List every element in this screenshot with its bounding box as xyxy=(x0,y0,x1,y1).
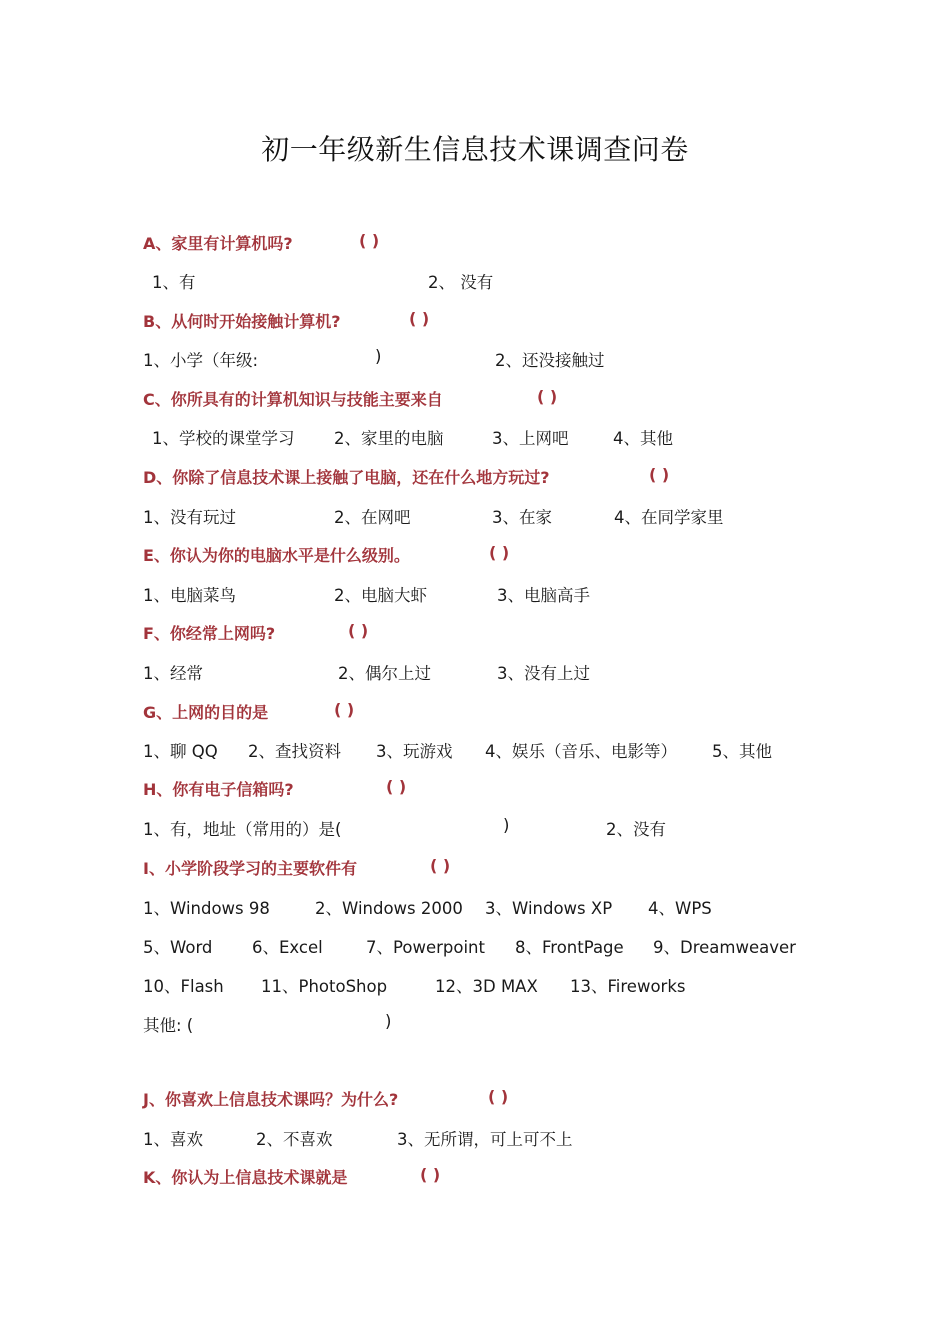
question-a-option-2: 2、 没有 xyxy=(428,273,494,292)
question-i-option-11: 11、PhotoShop xyxy=(261,977,388,996)
question-f-text: F、你经常上网吗? xyxy=(143,624,276,643)
question-b xyxy=(143,309,430,332)
question-g-option-4: 4、娱乐（音乐、电影等） xyxy=(485,742,677,761)
question-f-option-1: 1、经常 xyxy=(143,664,203,683)
question-d-answer-blank: ( ) xyxy=(649,465,670,484)
question-i-text: I、小学阶段学习的主要软件有 xyxy=(143,859,357,878)
question-d xyxy=(143,465,670,488)
question-h-option-1: 1、有，地址（常用的）是( xyxy=(143,820,342,839)
question-i-option-12: 12、3D MAX xyxy=(435,977,538,996)
question-f-answer-blank: ( ) xyxy=(348,621,369,640)
question-k-answer-blank: ( ) xyxy=(420,1165,441,1184)
question-j-option-1: 1、喜欢 xyxy=(143,1130,203,1149)
question-k xyxy=(143,1165,441,1188)
question-c-option-3: 3、上网吧 xyxy=(492,429,569,448)
question-i-option-8: 8、FrontPage xyxy=(515,938,624,957)
question-d-option-3: 3、在家 xyxy=(492,508,552,527)
question-e-answer-blank: ( ) xyxy=(489,543,510,562)
question-h-text: H、你有电子信箱吗? xyxy=(143,780,294,799)
question-i-option-4: 4、WPS xyxy=(648,899,712,918)
question-g xyxy=(143,700,355,723)
question-f xyxy=(143,621,369,644)
question-a xyxy=(143,231,380,254)
question-b-text: B、从何时开始接触计算机? xyxy=(143,312,341,331)
question-c-option-1: 1、学校的课堂学习 xyxy=(152,429,295,448)
question-i-option-7: 7、Powerpoint xyxy=(366,938,485,957)
question-i-other-close: ) xyxy=(385,1012,392,1031)
question-b-answer-blank: ( ) xyxy=(409,309,430,328)
question-a-answer-blank: ( ) xyxy=(359,231,380,250)
question-g-option-1: 1、聊 QQ xyxy=(143,742,218,761)
question-h xyxy=(143,777,407,800)
question-g-text: G、上网的目的是 xyxy=(143,703,269,722)
question-e xyxy=(143,543,510,566)
question-i-option-10: 10、Flash xyxy=(143,977,224,996)
question-e-option-3: 3、电脑高手 xyxy=(497,586,590,605)
question-g-option-2: 2、查找资料 xyxy=(248,742,341,761)
question-f-option-2: 2、偶尔上过 xyxy=(338,664,431,683)
question-k-text: K、你认为上信息技术课就是 xyxy=(143,1168,348,1187)
question-c-option-2: 2、家里的电脑 xyxy=(334,429,444,448)
question-i-option-1: 1、Windows 98 xyxy=(143,899,270,918)
question-i-option-3: 3、Windows XP xyxy=(485,899,613,918)
question-c xyxy=(143,387,558,410)
question-c-text: C、你所具有的计算机知识与技能主要来自 xyxy=(143,390,443,409)
question-b-option-1-close: ) xyxy=(375,347,382,366)
question-b-option-1: 1、小学（年级: xyxy=(143,351,259,370)
question-e-text: E、你认为你的电脑水平是什么级别。 xyxy=(143,546,410,565)
question-i-option-9: 9、Dreamweaver xyxy=(653,938,796,957)
question-g-answer-blank: ( ) xyxy=(334,700,355,719)
question-c-answer-blank: ( ) xyxy=(537,387,558,406)
question-j-answer-blank: ( ) xyxy=(488,1087,509,1106)
question-d-option-1: 1、没有玩过 xyxy=(143,508,236,527)
question-i-option-13: 13、Fireworks xyxy=(570,977,686,996)
question-i-option-5: 5、Word xyxy=(143,938,213,957)
question-b-option-2: 2、还没接触过 xyxy=(495,351,605,370)
question-j-option-3: 3、无所谓，可上可不上 xyxy=(397,1130,573,1149)
page-title: 初一年级新生信息技术课调查问卷 xyxy=(261,133,689,166)
question-i-other-label: 其他: ( xyxy=(143,1016,194,1035)
question-e-option-1: 1、电脑菜鸟 xyxy=(143,586,236,605)
question-h-option-1-close: ) xyxy=(503,816,510,835)
question-j xyxy=(143,1087,509,1110)
question-e-option-2: 2、电脑大虾 xyxy=(334,586,427,605)
question-g-option-5: 5、其他 xyxy=(712,742,772,761)
question-j-option-2: 2、不喜欢 xyxy=(256,1130,333,1149)
question-c-option-4: 4、其他 xyxy=(613,429,673,448)
question-g-option-3: 3、玩游戏 xyxy=(376,742,453,761)
question-d-option-4: 4、在同学家里 xyxy=(614,508,724,527)
question-d-text: D、你除了信息技术课上接触了电脑，还在什么地方玩过? xyxy=(143,468,550,487)
question-i-answer-blank: ( ) xyxy=(430,856,451,875)
question-j-text: J、你喜欢上信息技术课吗？为什么? xyxy=(143,1090,399,1109)
question-a-text: A、家里有计算机吗? xyxy=(143,234,293,253)
question-a-option-1: 1、有 xyxy=(152,273,196,292)
question-i xyxy=(143,856,451,879)
question-h-answer-blank: ( ) xyxy=(386,777,407,796)
question-f-option-3: 3、没有上过 xyxy=(497,664,590,683)
question-d-option-2: 2、在网吧 xyxy=(334,508,411,527)
question-i-option-6: 6、Excel xyxy=(252,938,323,957)
question-i-option-2: 2、Windows 2000 xyxy=(315,899,463,918)
question-h-option-2: 2、没有 xyxy=(606,820,666,839)
